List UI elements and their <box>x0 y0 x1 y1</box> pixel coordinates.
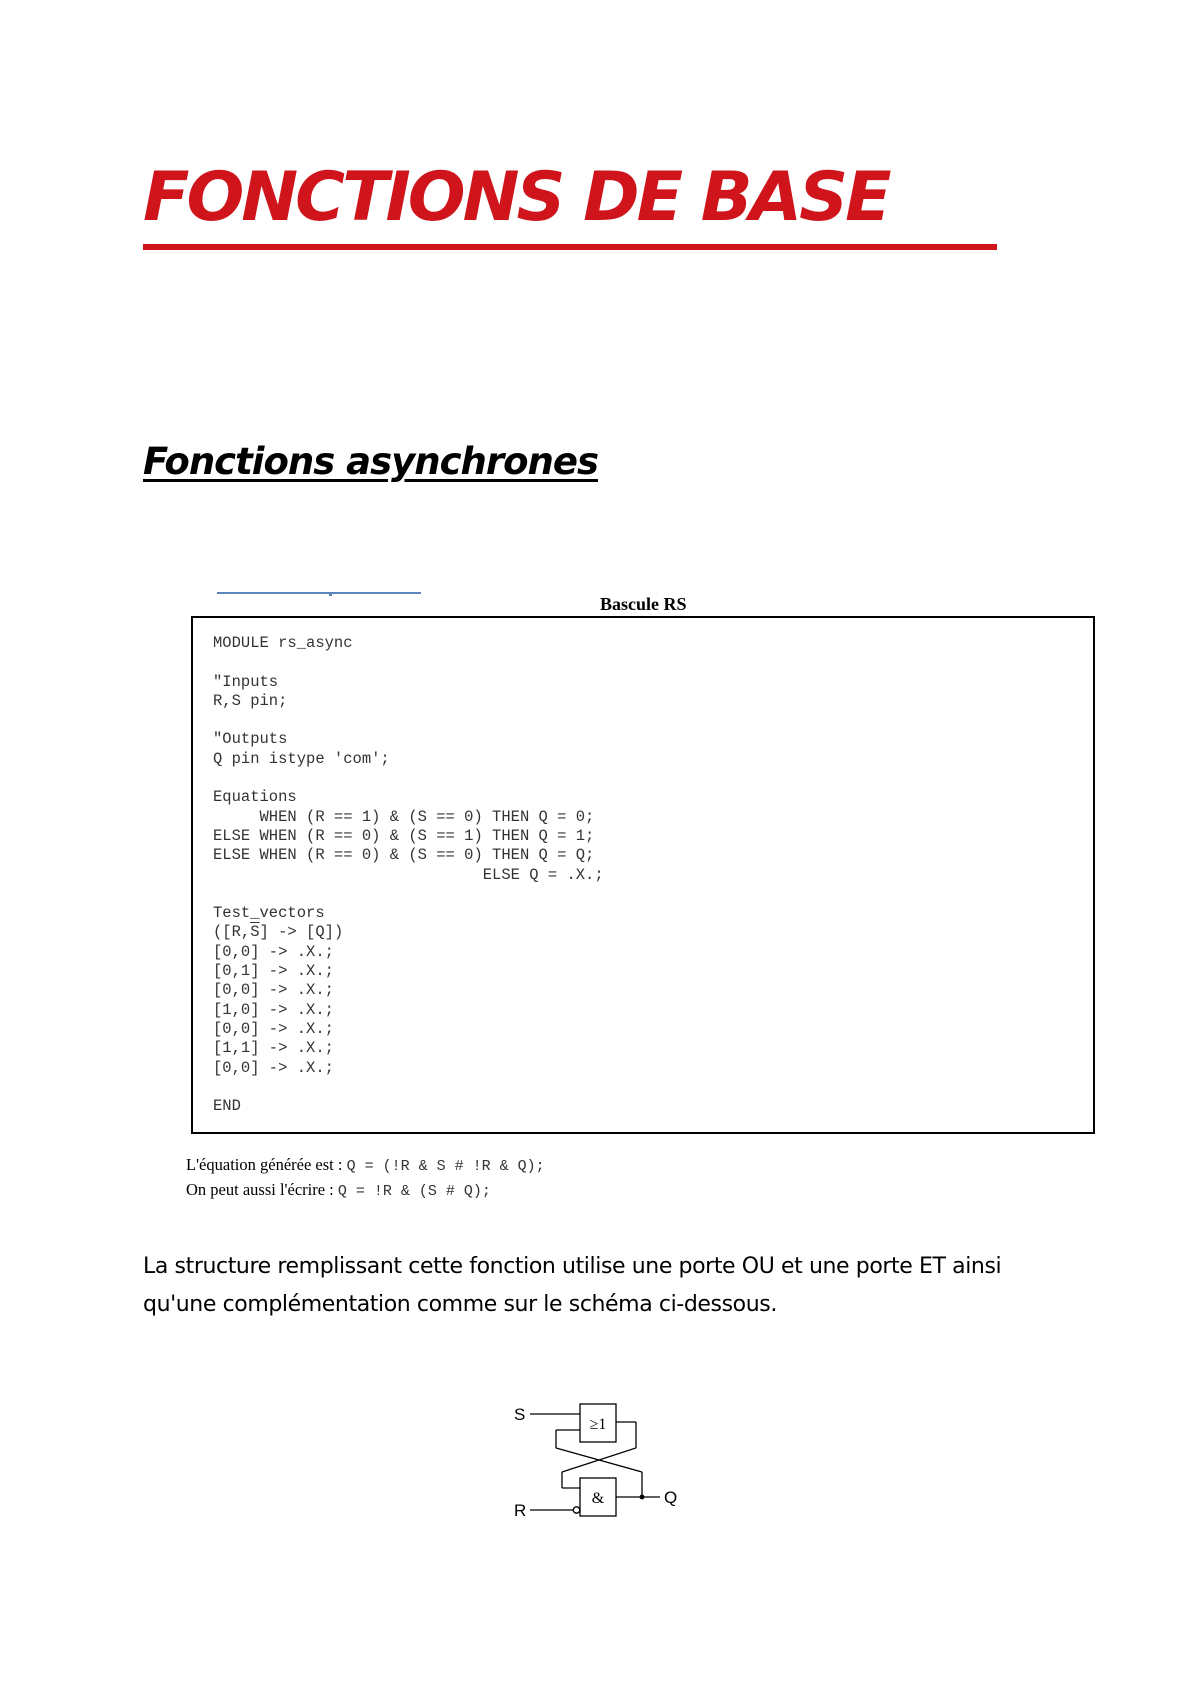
cross-wire-2 <box>556 1448 642 1472</box>
code-line: Q pin istype 'com'; <box>213 749 390 768</box>
code-line: [1,0] -> .X.; <box>213 1000 334 1019</box>
body-paragraph: La structure remplissant cette fonction utilise une porte OU et une porte ET ainsi qu'une complémentation comme sur le schéma ci-dessous. <box>143 1254 1002 1317</box>
code-line: END <box>213 1097 241 1116</box>
code-line: [0,0] -> .X.; <box>213 1019 334 1038</box>
section-title: Fonctions asynchrones <box>143 440 598 483</box>
code-line: [0,0] -> .X.; <box>213 1058 334 1077</box>
code-line: "Inputs <box>213 672 279 691</box>
code-line: Test_vectors <box>213 904 325 923</box>
inversion-bubble <box>573 1507 579 1513</box>
title-underline <box>143 244 997 250</box>
and-gate-label: & <box>591 1490 605 1507</box>
figure-separator-line <box>217 592 421 594</box>
generated-equation-label: L'équation générée est : <box>186 1155 347 1174</box>
code-line: [0,0] -> .X.; <box>213 942 334 961</box>
code-line: WHEN (R == 1) & (S == 0) THEN Q = 0; <box>213 807 595 826</box>
alternate-equation <box>186 1180 491 1200</box>
code-line: ELSE WHEN (R == 0) & (S == 1) THEN Q = 1; <box>213 826 595 845</box>
or-gate-label: ≥1 <box>589 1416 607 1433</box>
code-listing <box>213 634 604 1116</box>
code-line: "Outputs <box>213 730 288 749</box>
r-label: R <box>514 1501 527 1520</box>
generated-equation-expr: Q = (!R & S # !R & Q); <box>346 1158 545 1175</box>
figure-separator-tick <box>329 593 332 596</box>
code-line: ELSE WHEN (R == 0) & (S == 0) THEN Q = Q; <box>213 846 595 865</box>
code-line: [1,1] -> .X.; <box>213 1039 334 1058</box>
generated-equation <box>186 1155 545 1175</box>
code-line: MODULE rs_async <box>213 634 353 652</box>
q-label: Q <box>664 1488 678 1507</box>
code-line: R,S pin; <box>213 691 288 710</box>
alternate-equation-expr: Q = !R & (S # Q); <box>337 1183 491 1200</box>
code-listing-box <box>191 616 1095 1134</box>
code-line: Equations <box>213 788 297 807</box>
rs-latch-schematic <box>500 1402 700 1552</box>
page-title: FONCTIONS DE BASE <box>143 158 910 237</box>
code-line: ELSE Q = .X.; <box>213 865 604 884</box>
s-label: S <box>514 1405 526 1424</box>
code-line: ([R,S] -> [Q]) <box>213 923 344 942</box>
code-line: [0,0] -> .X.; <box>213 981 334 1000</box>
code-line: [0,1] -> .X.; <box>213 962 334 981</box>
alternate-equation-label: On peut aussi l'écrire : <box>186 1180 338 1199</box>
figure-caption: Bascule RS <box>600 594 687 614</box>
junction-dot <box>640 1495 645 1500</box>
